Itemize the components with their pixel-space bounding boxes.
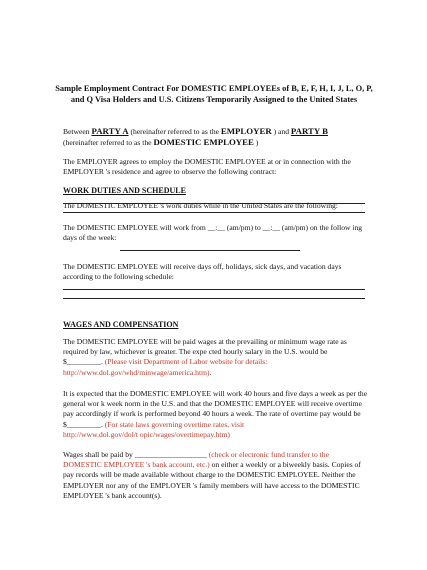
domestic-employee-label: DOMESTIC EMPLOYEE bbox=[153, 137, 254, 148]
employer-label: EMPLOYER bbox=[220, 126, 272, 136]
parties-block bbox=[63, 126, 368, 148]
minwage-link[interactable]: http://www.dol.gov/whd/minwage/america.htm) bbox=[63, 367, 210, 377]
payment-text: Wages shall be paid by ___________________ bbox=[63, 450, 209, 459]
payment-method-note: (check or electronic fund transfer to the bbox=[208, 450, 329, 459]
document-title: Sample Employment Contract For DOMESTIC EMPLOYEEs of B, E, F, H, I, J, L, O, P, and Q Visa Holders and U.S. Citizens Temporarily Assigned to the United States bbox=[55, 84, 373, 105]
blank-line bbox=[63, 212, 365, 213]
parties-text: ) bbox=[253, 138, 259, 148]
parties-text: (hereinafter referred to as the bbox=[128, 127, 221, 136]
overtime-note: (For state laws governing overtime rates, visit bbox=[104, 419, 245, 429]
parties-text: Between bbox=[63, 127, 92, 136]
wages-heading: WAGES AND COMPENSATION bbox=[63, 320, 179, 329]
blank-line bbox=[63, 298, 365, 299]
days-off-paragraph: The DOMESTIC EMPLOYEE will receive days off, holidays, sick days, and vacation days according to the following schedule: bbox=[63, 262, 342, 282]
parties-text: (hereinafter referred to as the bbox=[63, 138, 154, 148]
party-a-label: PARTY A bbox=[91, 126, 129, 136]
duties-paragraph: The DOMESTIC EMPLOYEE 's work duties while in the United States are the following: bbox=[63, 201, 338, 210]
party-b-label: PARTY B bbox=[290, 126, 328, 136]
payment-method-note-2: DOMESTIC EMPLOYEE 's bank account, etc.) bbox=[63, 460, 210, 470]
overtime-paragraph bbox=[63, 389, 368, 440]
wages-text: The DOMESTIC EMPLOYEE will be paid wages at the prevailing or minimum wage rate as required by law, whichever is greater. The expe cted hourly salary in the U.S. would be $_________. bbox=[63, 337, 347, 367]
work-hours-paragraph: The DOMESTIC EMPLOYEE will work from __:__ (am/pm) to __:__ (am/pm) on the follow ing days of the week: bbox=[63, 223, 363, 243]
payment-text-2: on either a weekly or a biweekly basis. Copies of pay records will be made available without charge to the DOMESTIC EMPLOYEE. Neither the EMPLOYER nor any of the EMPLOYER 's family members will have access to the DOMESTIC EMPLOYEE 's bank account(s). bbox=[63, 460, 361, 500]
overtime-text: It is expected that the DOMESTIC EMPLOYEE will work 40 hours and five days a week as per the general wor k week norm in the U.S. and that the DOMESTIC EMPLOYEE will receive overtime pay accordingly if work is performed beyond 40 hours a week. The rate of overtime pay would be $_________. bbox=[63, 389, 368, 429]
payment-paragraph bbox=[63, 450, 368, 501]
wages-text: . bbox=[209, 367, 212, 377]
blank-line bbox=[120, 250, 300, 251]
dol-note: (Please visit Department of Labor website for details: bbox=[104, 357, 268, 367]
blank-line bbox=[63, 203, 365, 204]
wages-paragraph-1 bbox=[63, 337, 368, 378]
blank-line bbox=[63, 289, 365, 290]
parties-text: ) and bbox=[271, 127, 291, 136]
work-duties-heading: WORK DUTIES AND SCHEDULE bbox=[63, 186, 186, 195]
overtime-link[interactable]: http://www.dol.gov/dol/t opic/wages/overtimepay.htm) bbox=[63, 429, 230, 439]
agreement-paragraph: The EMPLOYER agrees to employ the DOMESTIC EMPLOYEE at or in connection with the EMPLOYER 's residence and agree to observe the following contract: bbox=[63, 157, 351, 177]
